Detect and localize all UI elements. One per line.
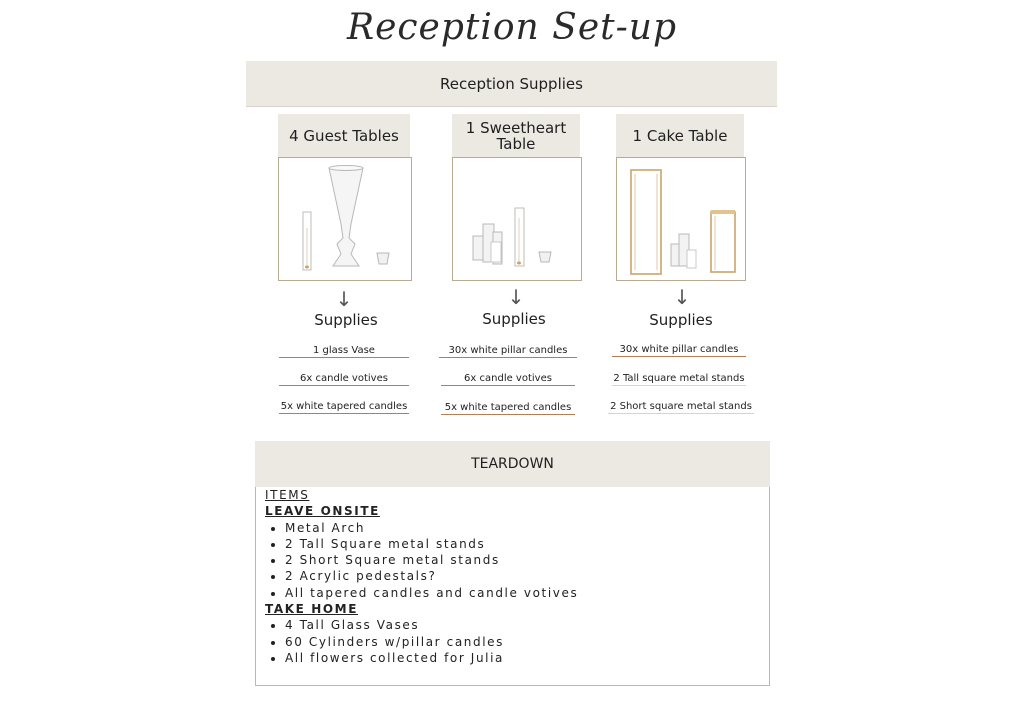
supply-item: 6x candle votives	[279, 373, 409, 386]
column-heading-label: 1 Cake Table	[632, 127, 728, 145]
down-arrow-icon: ↓	[335, 287, 353, 311]
supplies-label: Supplies	[314, 311, 378, 329]
items-heading: ITEMS	[265, 488, 310, 502]
column-heading-label: 1 Sweetheart Table	[465, 119, 567, 153]
supply-item: 5x white tapered candles	[280, 401, 408, 412]
supply-item: 2 Short square metal stands	[608, 401, 754, 414]
cake-table-image	[616, 157, 746, 281]
take-home-heading: TAKE HOME	[265, 602, 358, 617]
teardown-box	[255, 487, 770, 686]
supply-item: 6x candle votives	[441, 373, 575, 386]
list-item: • 4 Tall Glass Vases	[285, 617, 578, 633]
list-item: • All tapered candles and candle votives	[285, 585, 578, 601]
list-item: • 2 Tall Square metal stands	[285, 536, 578, 552]
supply-item: 1 glass Vase	[279, 345, 409, 358]
column-heading-cake-table	[616, 114, 744, 158]
supply-item: 5x white tapered candles	[441, 402, 575, 415]
supply-item: 2 Tall square metal stands	[613, 373, 745, 384]
cake-table-supplies-illustration	[617, 158, 745, 280]
supplies-label: Supplies	[482, 310, 546, 328]
list-item: • Metal Arch	[285, 520, 578, 536]
teardown-content	[265, 487, 578, 666]
sweetheart-table-image	[452, 157, 582, 281]
leave-onsite-heading: LEAVE ONSITE	[265, 504, 380, 519]
teardown-header	[255, 441, 770, 487]
reception-supplies-label: Reception Supplies	[440, 74, 583, 93]
down-arrow-icon: ↓	[673, 285, 691, 309]
guest-tables-image	[278, 157, 412, 281]
list-item: • All flowers collected for Julia	[285, 650, 578, 666]
column-heading-sweetheart-table	[452, 114, 580, 158]
guest-table-supplies-illustration	[279, 158, 411, 280]
list-item: • 2 Acrylic pedestals?	[285, 568, 578, 584]
list-item: • 60 Cylinders w/pillar candles	[285, 634, 578, 650]
column-heading-label: 4 Guest Tables	[289, 127, 399, 145]
page-title: Reception Set-up	[346, 7, 678, 48]
sweetheart-table-supplies-illustration	[453, 158, 581, 280]
reception-supplies-header	[246, 61, 777, 107]
column-heading-guest-tables	[278, 114, 410, 158]
teardown-label: TEARDOWN	[471, 456, 554, 472]
list-item: • 2 Short Square metal stands	[285, 552, 578, 568]
take-home-list	[265, 617, 578, 666]
supply-item: 30x white pillar candles	[439, 345, 577, 358]
supplies-label: Supplies	[649, 311, 713, 329]
leave-onsite-list	[265, 520, 578, 601]
down-arrow-icon: ↓	[507, 285, 525, 309]
supply-item: 30x white pillar candles	[612, 344, 746, 357]
